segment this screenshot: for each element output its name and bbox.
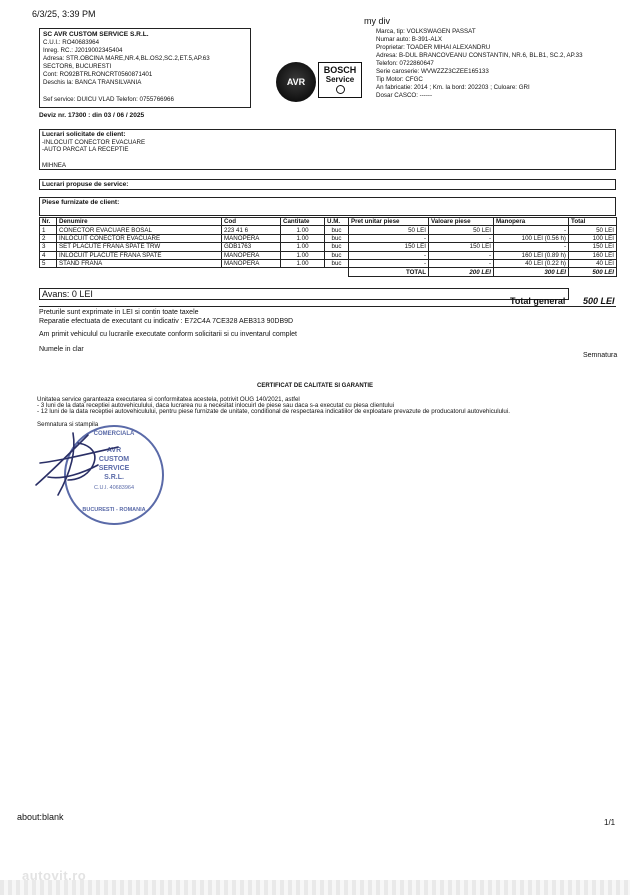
requested-work-line: MIHNEA — [42, 162, 67, 169]
cell-pret: - — [349, 251, 429, 259]
cell-manopera: 40 LEI (0.22 h) — [494, 259, 569, 267]
company-sector: SECTOR6, BUCURESTI — [43, 63, 112, 70]
table-row — [40, 251, 617, 259]
table-row — [40, 243, 617, 251]
vehicle-make: Marca, tip: VOLKSWAGEN PASSAT — [376, 28, 476, 35]
print-url: about:blank — [17, 812, 64, 822]
repair-indicativ: Reparatie efectuata de executant cu indicativ : E72C4A 7CE328 AEB313 90DB9D — [39, 318, 294, 325]
cell-cantitate: 1.00 — [281, 226, 325, 234]
cell-valoare: - — [429, 234, 494, 242]
cell-total: 150 LEI — [569, 243, 617, 251]
cell-cod: MANOPERA — [222, 259, 281, 267]
company-info-box — [39, 28, 251, 108]
cell-valoare: 150 LEI — [429, 243, 494, 251]
requested-work-line: -INLOCUIT CONECTOR EVACUARE — [42, 139, 146, 146]
advance-box — [39, 288, 569, 300]
cell-manopera: - — [494, 226, 569, 234]
prices-note: Preturile sunt exprimate in LEI si contin toate taxele — [39, 309, 199, 316]
header-denumire: Denumire — [57, 218, 222, 226]
cell-nr: 1 — [40, 226, 57, 234]
cell-denumire: CONECTOR EVACUARE BOSAL — [57, 226, 222, 234]
cell-cod: GDB1763 — [222, 243, 281, 251]
cell-cantitate: 1.00 — [281, 243, 325, 251]
print-page-count: 1/1 — [604, 818, 616, 827]
cell-um: buc — [325, 251, 349, 259]
header-pret-unitar: Pret unitar piese — [349, 218, 429, 226]
avr-logo-text: AVR — [286, 77, 306, 87]
stamp-text-cui: C.U.I. 40683964 — [93, 485, 135, 491]
header-cantitate: Cantitate — [281, 218, 325, 226]
company-inreg: Inreg. RC.: J2019002345404 — [43, 47, 123, 54]
divider — [39, 306, 616, 307]
cell-valoare: - — [429, 251, 494, 259]
bosch-logo-line2: Service — [325, 75, 355, 84]
stamp-text-avr: AVR — [106, 447, 122, 454]
received-note: Am primit vehiculul cu lucrarile executate conform solicitarii si cu inventarul complet — [39, 331, 297, 338]
stamp-text-custom: CUSTOM — [98, 456, 130, 463]
owner-phone: Telefon: 0722860647 — [376, 60, 434, 67]
stamp-signature-label: Semnatura si stampila — [37, 421, 99, 428]
cell-denumire: SET PLACUTE FRANA SPATE TRW — [57, 243, 222, 251]
grand-total-value: 500 LEI — [583, 296, 615, 306]
signature-label: Semnatura — [583, 352, 618, 359]
cell-um: buc — [325, 234, 349, 242]
cell-cod: MANOPERA — [222, 251, 281, 259]
stamp-text-srl: S.R.L. — [104, 474, 124, 481]
certificate-line-1: - 3 luni de la data receptiei autovehiculului, daca lucrarea nu a necesitat inlocuirl de piese sau daca s-a executat cu piesa clientului — [37, 402, 395, 409]
header-cod: Cod — [222, 218, 281, 226]
company-name: SC AVR CUSTOM SERVICE S.R.L. — [43, 31, 149, 38]
cell-valoare: - — [429, 259, 494, 267]
table-row — [40, 259, 617, 267]
certificate-intro: Unitatea service garanteaza executarea si conformitatea acestela, potrivit OUG 140/2021, astfel — [37, 396, 300, 403]
header-nr: Nr. — [40, 218, 57, 226]
stamp-arc-text: COMERCIALA — [93, 431, 135, 437]
items-table — [39, 217, 617, 277]
cell-cantitate: 1.00 — [281, 234, 325, 242]
footer-stripe — [0, 880, 630, 895]
total-parts: 200 LEI — [429, 268, 494, 276]
vehicle-plate: Numar auto: B-391-ALX — [376, 36, 443, 43]
header-valoare-piese: Valoare piese — [429, 218, 494, 226]
certificate-line-2: - 12 luni de la data receptiei autovehiculului, pentru piese furnizate de unitate, conditional de respectarea indicatiilor de exploatare prevazute de producatorul autovehiculului. — [37, 408, 510, 415]
company-cui: C.U.I.: RO40683964 — [43, 39, 100, 46]
vehicle-vin: Serie caroserie: WVWZZZ3CZEE165133 — [376, 68, 489, 75]
print-tab-title: my div — [364, 16, 391, 26]
client-parts-box — [39, 197, 616, 216]
vehicle-year-km: An fabricatie: 2014 ; Km. la bord: 202203 ; Culoare: GRI — [376, 84, 530, 91]
cell-nr: 3 — [40, 243, 57, 251]
handwritten-signature — [28, 425, 138, 505]
table-total-row — [40, 268, 617, 276]
proposed-works-title: Lucrari propuse de service: — [42, 181, 129, 188]
cell-cod: 223 41 6 — [222, 226, 281, 234]
cell-pret: - — [349, 259, 429, 267]
total-all: 500 LEI — [569, 268, 617, 276]
cell-manopera: - — [494, 243, 569, 251]
stamp-text-service: SERVICE — [98, 465, 130, 472]
name-label: Numele in clar — [39, 346, 84, 353]
requested-works-box — [39, 129, 616, 170]
cell-denumire: INLOCUIT PLACUTE FRANA SPATE — [57, 251, 222, 259]
avr-logo — [276, 62, 316, 102]
table-row — [40, 226, 617, 234]
stamp-text-city: BUCURESTI - ROMANIA — [82, 507, 146, 513]
bosch-armature-icon — [336, 85, 345, 94]
bosch-logo-line1: BOSCH — [323, 65, 357, 75]
cell-pret: - — [349, 234, 429, 242]
company-address: Adresa: STR.OBCINA MARE,NR.4,BL.OS2,SC.2,ET.5,AP.63 — [43, 55, 210, 62]
cell-nr: 2 — [40, 234, 57, 242]
estimate-number: Deviz nr. 17300 : din 03 / 06 / 2025 — [39, 112, 145, 119]
print-datetime: 6/3/25, 3:39 PM — [32, 9, 96, 19]
cell-cantitate: 1.00 — [281, 259, 325, 267]
total-labor: 300 LEI — [494, 268, 569, 276]
cell-denumire: INLOCUIT CONECTOR EVACUARE — [57, 234, 222, 242]
owner-address: Adresa: B-DUL BRANCOVEANU CONSTANTIN, NR.6, BL.B1, SC.2, AP.33 — [376, 52, 583, 59]
certificate-title: CERTIFICAT DE CALITATE SI GARANTIE — [257, 383, 373, 389]
watermark: autovit.ro — [22, 868, 87, 883]
proposed-works-box — [39, 179, 616, 190]
cell-total: 160 LEI — [569, 251, 617, 259]
bosch-service-logo — [318, 62, 362, 98]
table-row — [40, 234, 617, 242]
cell-valoare: 50 LEI — [429, 226, 494, 234]
advance-amount: Avans: 0 LEI — [42, 289, 93, 299]
company-manager: Sef service: DUICU VLAD Telefon: 0755766966 — [43, 96, 174, 103]
cell-cantitate: 1.00 — [281, 251, 325, 259]
vehicle-owner: Proprietar: TOADER MIHAI ALEXANDRU — [376, 44, 491, 51]
company-bank: Deschis la: BANCA TRANSILVANIA — [43, 79, 142, 86]
header-total: Total — [569, 218, 617, 226]
grand-total-label: Total general — [510, 296, 566, 306]
requested-works-title: Lucrari solicitate de client: — [42, 131, 126, 138]
cell-nr: 4 — [40, 251, 57, 259]
cell-um: buc — [325, 243, 349, 251]
client-parts-title: Piese furnizate de client: — [42, 199, 120, 206]
cell-manopera: 160 LEI (0.89 h) — [494, 251, 569, 259]
cell-total: 50 LEI — [569, 226, 617, 234]
cell-pret: 50 LEI — [349, 226, 429, 234]
cell-nr: 5 — [40, 259, 57, 267]
casco-file: Dosar CASCO: ------ — [376, 92, 433, 99]
company-account: Cont: RO92BTRLRONCRT0560871401 — [43, 71, 153, 78]
cell-cod: MANOPERA — [222, 234, 281, 242]
cell-manopera: 100 LEI (0.56 h) — [494, 234, 569, 242]
vehicle-engine: Tip Motor: CFGC — [376, 76, 423, 83]
cell-pret: 150 LEI — [349, 243, 429, 251]
header-manopera: Manopera — [494, 218, 569, 226]
cell-total: 100 LEI — [569, 234, 617, 242]
cell-um: buc — [325, 259, 349, 267]
cell-um: buc — [325, 226, 349, 234]
table-header-row — [40, 218, 617, 226]
header-um: U.M. — [325, 218, 349, 226]
cell-denumire: STAND FRANA — [57, 259, 222, 267]
cell-total: 40 LEI — [569, 259, 617, 267]
total-label: TOTAL — [349, 268, 429, 276]
requested-work-line: -AUTO PARCAT LA RECEPTIE — [42, 146, 129, 153]
